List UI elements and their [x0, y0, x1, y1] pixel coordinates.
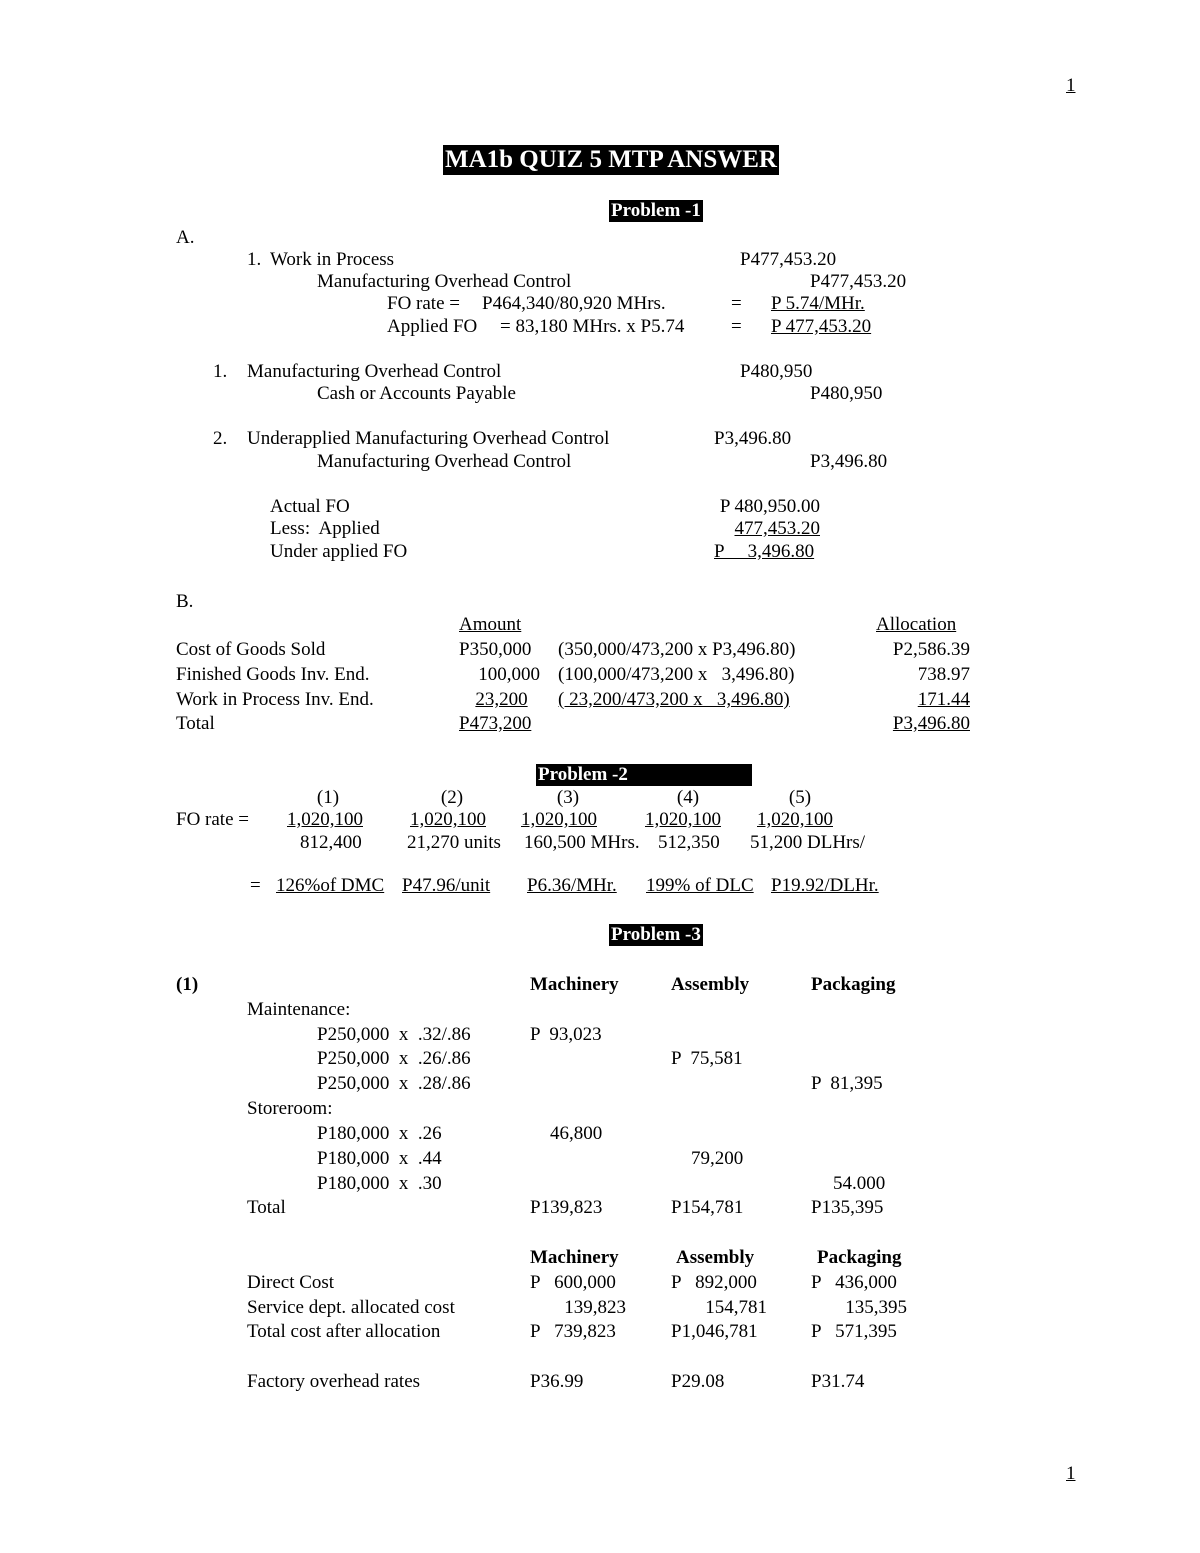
summary-value: 154,781	[705, 1297, 767, 1318]
storeroom-value: 54.000	[833, 1173, 886, 1194]
alloc-row-amount: 100,000	[478, 664, 540, 685]
fo-rate-value: P 5.74/MHr.	[771, 293, 865, 314]
alloc-row-value: 171.44	[917, 689, 970, 710]
entry3-number: 2.	[213, 428, 228, 449]
numerator: 1,020,100	[521, 809, 597, 830]
entry1-credit-account: Manufacturing Overhead Control	[317, 271, 572, 292]
storeroom-calc: P180,000 x .44	[317, 1148, 442, 1169]
summary-header-machinery: Machinery	[530, 1247, 619, 1268]
storeroom-calc: P180,000 x .26	[317, 1123, 442, 1144]
allocation-total-machinery: P139,823	[530, 1197, 603, 1218]
storeroom-calc: P180,000 x .30	[317, 1173, 442, 1194]
maintenance-calc: P250,000 x .26/.86	[317, 1048, 471, 1069]
actual-fo-label: Actual FO	[270, 496, 350, 517]
less-applied-label: Less: Applied	[270, 518, 380, 539]
numerator: 1,020,100	[287, 809, 363, 830]
entry2-credit-account: Cash or Accounts Payable	[317, 383, 516, 404]
summary-value: P 436,000	[811, 1272, 897, 1293]
page-title: MA1b QUIZ 5 MTP ANSWER	[445, 146, 777, 173]
summary-value: P 892,000	[671, 1272, 757, 1293]
dept-header-packaging: Packaging	[811, 974, 896, 995]
actual-fo-amount: P 480,950.00	[719, 496, 820, 517]
alloc-row-label: Work in Process Inv. End.	[176, 689, 374, 710]
denominator: 21,270 units	[407, 832, 501, 853]
fo-rate-equals: =	[731, 293, 742, 314]
summary-row-label: Service dept. allocated cost	[247, 1297, 455, 1318]
summary-row-label: Total cost after allocation	[247, 1321, 441, 1342]
part-b-label: B.	[176, 591, 194, 612]
col-number: (2)	[440, 787, 464, 808]
fo-rate-label: FO rate =	[387, 293, 460, 314]
entry1-debit-account: Work in Process	[270, 249, 395, 270]
rate-result: P6.36/MHr.	[527, 875, 617, 896]
amount-column-header: Amount	[459, 614, 522, 635]
alloc-row-amount: 23,200	[475, 689, 528, 710]
col-number: (4)	[676, 787, 700, 808]
entry2-credit-amount: P480,950	[810, 383, 883, 404]
summary-value: P1,046,781	[671, 1321, 758, 1342]
col-number: (3)	[556, 787, 580, 808]
alloc-total-label: Total	[176, 713, 215, 734]
summary-value: P 571,395	[811, 1321, 897, 1342]
maintenance-calc: P250,000 x .32/.86	[317, 1024, 471, 1045]
under-applied-label: Under applied FO	[270, 541, 408, 562]
applied-fo-label: Applied FO	[387, 316, 478, 337]
allocation-total-packaging: P135,395	[811, 1197, 884, 1218]
entry2-debit-account: Manufacturing Overhead Control	[247, 361, 502, 382]
alloc-row-calc: (350,000/473,200 x P3,496.80)	[558, 639, 796, 660]
dept-header-assembly: Assembly	[671, 974, 750, 995]
allocation-column-header: Allocation	[876, 614, 957, 635]
part-a-label: A.	[176, 227, 195, 248]
denominator: 512,350	[658, 832, 720, 853]
summary-row-label: Direct Cost	[247, 1272, 335, 1293]
results-equals: =	[250, 875, 261, 896]
problem1-heading: Problem -1	[611, 200, 701, 221]
summary-value: 135,395	[845, 1297, 907, 1318]
fo-rate-formula-label: FO rate =	[176, 809, 249, 830]
applied-fo-calc: = 83,180 MHrs. x P5.74	[500, 316, 685, 337]
summary-value: 139,823	[564, 1297, 626, 1318]
entry3-debit-amount: P3,496.80	[714, 428, 792, 449]
maintenance-label: Maintenance:	[247, 999, 351, 1020]
entry1-number: 1.	[247, 249, 262, 270]
alloc-total-amount: P473,200	[459, 713, 532, 734]
rate-assembly: P29.08	[671, 1371, 725, 1392]
entry3-credit-amount: P3,496.80	[810, 451, 888, 472]
entry3-credit-account: Manufacturing Overhead Control	[317, 451, 572, 472]
alloc-row-value: P2,586.39	[892, 639, 970, 660]
alloc-row-label: Cost of Goods Sold	[176, 639, 326, 660]
storeroom-value: 46,800	[550, 1123, 603, 1144]
rate-machinery: P36.99	[530, 1371, 584, 1392]
factory-overhead-rates-label: Factory overhead rates	[247, 1371, 421, 1392]
entry2-number: 1.	[213, 361, 228, 382]
applied-fo-equals: =	[731, 316, 742, 337]
part-1-label: (1)	[176, 974, 199, 995]
entry2-debit-amount: P480,950	[740, 361, 813, 382]
denominator: 812,400	[300, 832, 362, 853]
problem2-heading: Problem -2	[536, 764, 752, 786]
denominator: 160,500 MHrs.	[524, 832, 640, 853]
alloc-row-amount: P350,000	[459, 639, 532, 660]
rate-packaging: P31.74	[811, 1371, 865, 1392]
col-number: (5)	[788, 787, 812, 808]
entry1-debit-amount: P477,453.20	[740, 249, 837, 270]
problem3-heading: Problem -3	[611, 924, 701, 945]
maintenance-value: P 81,395	[811, 1073, 883, 1094]
storeroom-label: Storeroom:	[247, 1098, 333, 1119]
numerator: 1,020,100	[757, 809, 833, 830]
entry1-credit-amount: P477,453.20	[810, 271, 907, 292]
rate-result: 126%of DMC	[276, 875, 385, 896]
dept-header-machinery: Machinery	[530, 974, 619, 995]
rate-result: 199% of DLC	[646, 875, 754, 896]
entry3-debit-account: Underapplied Manufacturing Overhead Control	[247, 428, 610, 449]
alloc-row-calc: ( 23,200/473,200 x 3,496.80)	[558, 689, 790, 710]
maintenance-value: P 93,023	[530, 1024, 602, 1045]
storeroom-value: 79,200	[691, 1148, 744, 1169]
denominator: 51,200 DLHrs/	[750, 832, 866, 853]
maintenance-value: P 75,581	[671, 1048, 743, 1069]
under-applied-amount: P 3,496.80	[714, 541, 815, 562]
alloc-row-calc: (100,000/473,200 x 3,496.80)	[558, 664, 795, 685]
alloc-total-value: P3,496.80	[892, 713, 970, 734]
applied-fo-value: P 477,453.20	[771, 316, 872, 337]
alloc-row-label: Finished Goods Inv. End.	[176, 664, 370, 685]
summary-value: P 600,000	[530, 1272, 616, 1293]
summary-value: P 739,823	[530, 1321, 616, 1342]
maintenance-calc: P250,000 x .28/.86	[317, 1073, 471, 1094]
fo-rate-calc: P464,340/80,920 MHrs.	[482, 293, 666, 314]
allocation-total-label: Total	[247, 1197, 286, 1218]
page-number-bottom: 1	[1066, 1463, 1076, 1484]
rate-result: P47.96/unit	[402, 875, 491, 896]
summary-header-assembly: Assembly	[676, 1247, 755, 1268]
numerator: 1,020,100	[645, 809, 721, 830]
numerator: 1,020,100	[410, 809, 486, 830]
allocation-total-assembly: P154,781	[671, 1197, 744, 1218]
page-number-top: 1	[1066, 75, 1076, 96]
less-applied-amount: 477,453.20	[734, 518, 820, 539]
col-number: (1)	[316, 787, 340, 808]
summary-header-packaging: Packaging	[817, 1247, 902, 1268]
rate-result: P19.92/DLHr.	[771, 875, 879, 896]
alloc-row-value: 738.97	[917, 664, 970, 685]
